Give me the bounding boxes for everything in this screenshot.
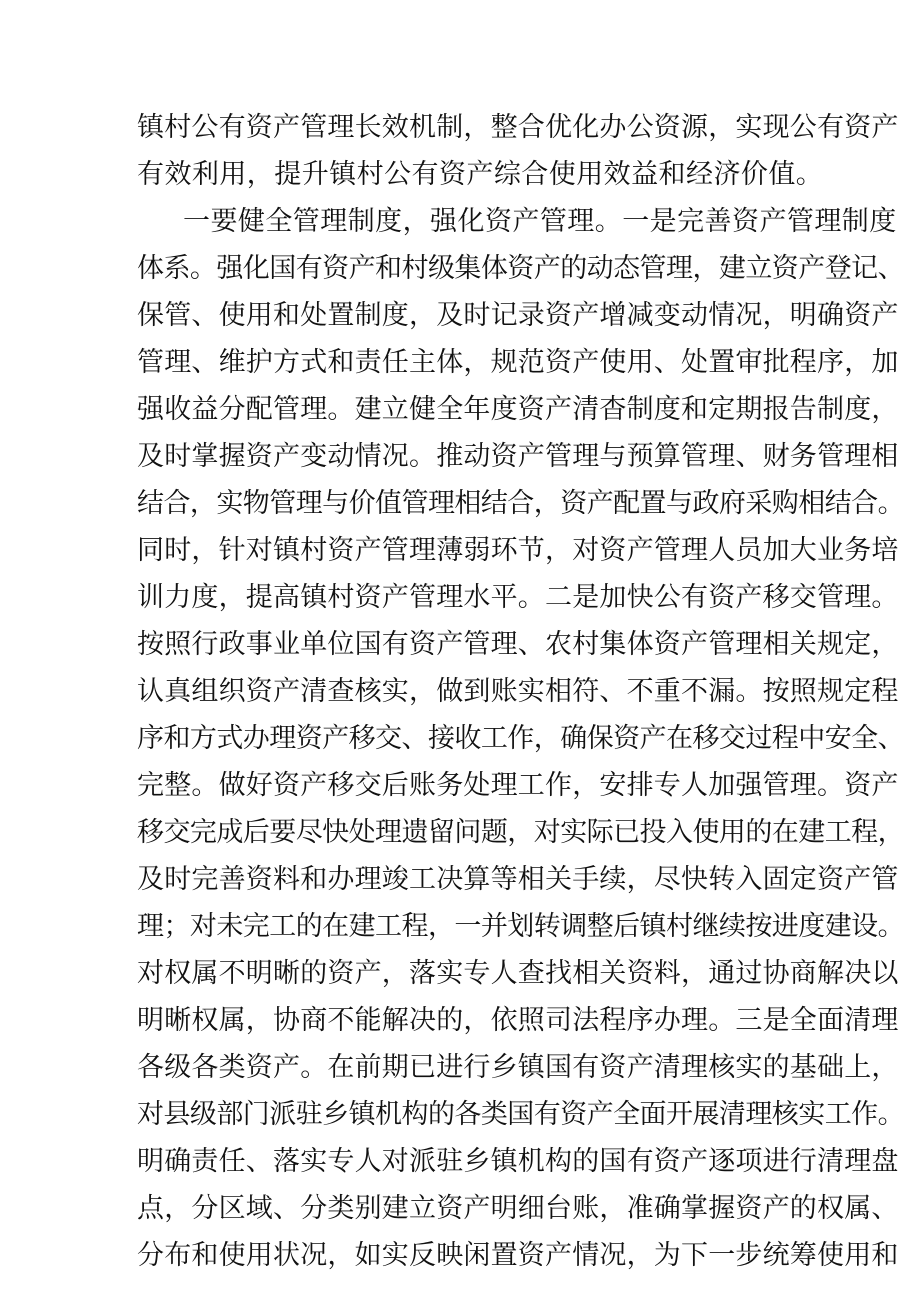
paragraph-start-line: 一要健全管理制度，强化资产管理。一是完善资产管理制度 xyxy=(183,206,897,237)
text-line-2: 有效利用，提升镇村公有资产综合使用效益和经济价值。 xyxy=(137,159,824,190)
text-line-25: 分布和使用状况，如实反映闲置资产情况，为下一步统筹使用和 xyxy=(137,1240,899,1271)
text-line-9: 结合，实物管理与价值管理相结合，资产配置与政府采购相结合。 xyxy=(137,488,905,519)
text-line-13: 认真组织资产清查核实，做到账实相符、不重不漏。按照规定程 xyxy=(137,676,899,707)
text-line-7: 强收益分配管理。建立健全年度资产清杳制度和定期报告制度， xyxy=(137,394,899,425)
text-line-18: 理；对未完工的在建工程，一并划转调整后镇村继续按进度建设。 xyxy=(137,911,905,942)
text-line-20: 明晰权属，协商不能解决的，依照司法程序办理。三是全面清理 xyxy=(137,1005,899,1036)
text-line-8: 及时掌握资产变动情况。推动资产管理与预算管理、财务管理相 xyxy=(137,441,899,472)
text-line-22: 对县级部门派驻乡镇机构的各类国有资产全面开展清理核实工作。 xyxy=(137,1099,905,1130)
text-line-14: 序和方式办理资产移交、接收工作，确保资产在移交过程中安全、 xyxy=(137,723,905,754)
text-line-19: 对权属不明晰的资产，落实专人查找相关资料，通过协商解决以 xyxy=(137,958,899,989)
text-line-4: 体系。强化国有资产和村级集体资产的动态管理，建立资产登记、 xyxy=(137,253,905,284)
text-line-15: 完整。做好资产移交后账务处理工作，安排专人加强管理。资产 xyxy=(137,770,899,801)
text-line-5: 保管、使用和处置制度，及时记录资产增减变动情况，明确资产 xyxy=(137,300,899,331)
text-line-12: 按照行政事业单位国有资产管理、农村集体资产管理相关规定， xyxy=(137,629,899,660)
text-line-21: 各级各类资产。在前期已进行乡镇国有资产清理核实的基础上， xyxy=(137,1052,899,1083)
text-line-24: 点，分区域、分类别建立资产明细台账，准确掌握资产的权属、 xyxy=(137,1193,899,1224)
text-line-11: 训力度，提高镇村资产管理水平。二是加快公有资产移交管理。 xyxy=(137,582,899,613)
text-line-6: 管理、维护方式和责任主体，规范资产使用、处置审批程序，加 xyxy=(137,347,899,378)
text-line-23: 明确责任、落实专人对派驻乡镇机构的国有资产逐项进行清理盘 xyxy=(137,1146,899,1177)
text-line-10: 同时，针对镇村资产管理薄弱环节，对资产管理人员加大业务培 xyxy=(137,535,899,566)
text-line-17: 及时完善资料和办理竣工决算等相关手续，尽快转入固定资产管 xyxy=(137,864,899,895)
text-line-1: 镇村公有资产管理长效机制，整合优化办公资源，实现公有资产 xyxy=(137,112,899,143)
text-line-16: 移交完成后要尽快处理遗留问题，对实际已投入使用的在建工程， xyxy=(137,817,905,848)
